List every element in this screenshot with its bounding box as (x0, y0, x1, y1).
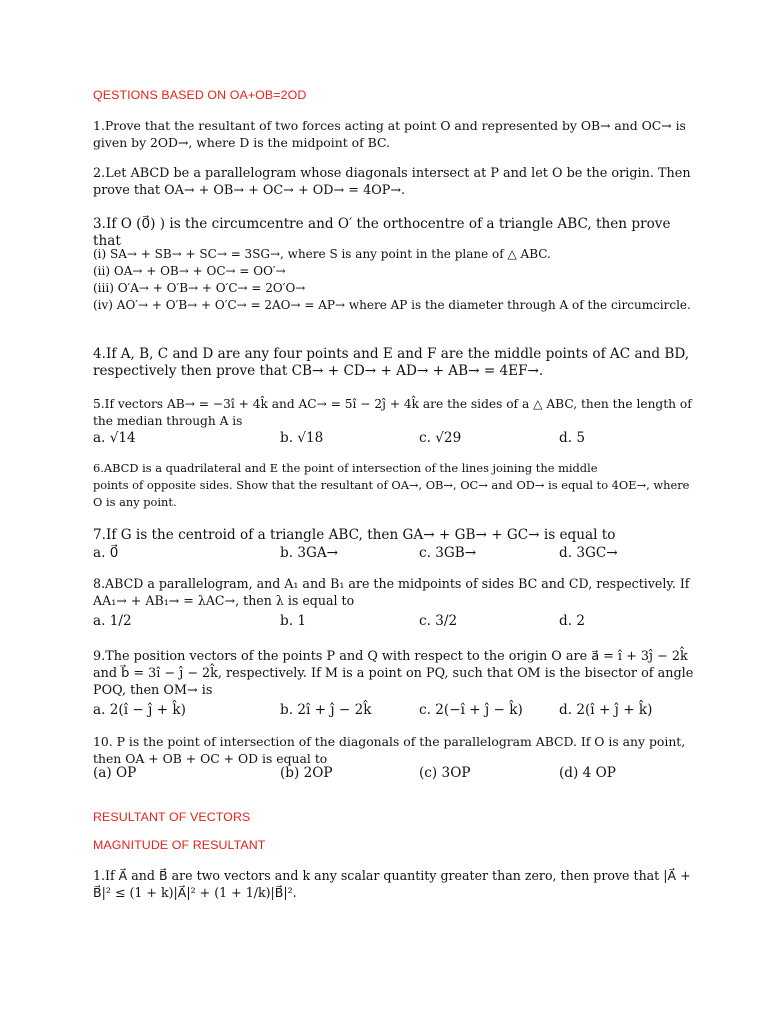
option-c: (c) 3OP (419, 765, 471, 781)
question-3-part-i: (i) SA→ + SB→ + SC→ = 3SG→, where S is any point in the plane of △ ABC. (93, 247, 551, 261)
section-heading-oa-ob: QESTIONS BASED ON OA+OB=2OD (93, 88, 307, 102)
option-d: d. 2 (559, 613, 585, 629)
question-3-parts (93, 246, 691, 314)
question-10-options (93, 765, 693, 782)
option-a: a. 2(î − ĵ + k̂) (93, 702, 186, 718)
question-5-line-1: 5.If vectors AB→ = −3î + 4k̂ and AC→ = 5î − 2ĵ + 4k̂ are the sides of a △ ABC, then the length of (93, 397, 692, 411)
question-10 (93, 733, 686, 767)
question-6-line-1: 6.ABCD is a quadrilateral and E the point of intersection of the lines joining the middle (93, 461, 598, 475)
question-6 (93, 460, 690, 511)
question-5-options (93, 430, 693, 447)
question-8-line-1: 8.ABCD a parallelogram, and A₁ and B₁ are the midpoints of sides BC and CD, respectively. If (93, 576, 690, 591)
question-3-stem: 3.If O (0⃗) ) is the circumcentre and O′ the orthocentre of a triangle ABC, then prove that (93, 216, 671, 249)
section-heading-resultant: RESULTANT OF VECTORS (93, 810, 251, 824)
question-1-line-1: 1.Prove that the resultant of two forces acting at point O and represented by OB→ and OC→ is (93, 118, 686, 133)
question-7: 7.If G is the centroid of a triangle ABC, then GA→ + GB→ + GC→ is equal to (93, 527, 616, 543)
option-a: (a) OP (93, 765, 137, 781)
question-8 (93, 575, 690, 609)
resultant-question-1-line-1: 1.If A⃗ and B⃗ are two vectors and k any scalar quantity greater than zero, then prove that |A⃗ + (93, 868, 691, 883)
option-b: b. 1 (280, 613, 306, 629)
question-10-line-1: 10. P is the point of intersection of the diagonals of the parallelogram ABCD. If O is any point, (93, 734, 686, 749)
question-6-line-2: points of opposite sides. Show that the resultant of OA→, OB→, OC→ and OD→ is equal to 4OE→, where (93, 478, 690, 492)
question-2 (93, 165, 691, 199)
option-c: c. 3GB→ (419, 545, 477, 561)
question-9-line-1: 9.The position vectors of the points P and Q with respect to the origin O are a⃗ = î + 3ĵ − 2k̂ (93, 649, 688, 664)
question-9 (93, 648, 694, 699)
option-c: c. 2(−î + ĵ − k̂) (419, 702, 523, 718)
option-a: a. 0⃗ (93, 545, 119, 561)
question-6-line-3: O is any point. (93, 495, 177, 509)
option-b: b. √18 (280, 430, 324, 446)
question-5-line-2: the median through A is (93, 414, 243, 428)
option-d: d. 3GC→ (559, 545, 618, 561)
option-c: c. 3/2 (419, 613, 458, 629)
option-d: (d) 4 OP (559, 765, 616, 781)
question-4 (93, 346, 690, 380)
question-9-line-3: POQ, then OM→ is (93, 683, 213, 698)
question-1 (93, 117, 686, 151)
option-c: c. √29 (419, 430, 462, 446)
question-3-part-ii: (ii) OA→ + OB→ + OC→ = OO′→ (93, 264, 286, 278)
question-2-line-2: prove that OA→ + OB→ + OC→ + OD→ = 4OP→. (93, 183, 406, 198)
option-d: d. 2(î + ĵ + k̂) (559, 702, 653, 718)
question-4-line-2: respectively then prove that CB→ + CD→ + AD→ + AB→ = 4EF→. (93, 363, 544, 379)
question-3-part-iv: (iv) AO′→ + O′B→ + O′C→ = 2AO→ = AP→ where AP is the diameter through A of the circumcircle. (93, 298, 691, 312)
question-9-options (93, 702, 693, 719)
question-8-options (93, 613, 693, 630)
question-9-line-2: and b⃗ = 3î − ĵ − 2k̂, respectively. If M is a point on PQ, such that OM is the bisector of angle (93, 666, 694, 681)
question-3-part-iii: (iii) O′A→ + O′B→ + O′C→ = 2O′O→ (93, 281, 306, 295)
option-b: b. 2î + ĵ − 2k̂ (280, 702, 372, 718)
option-a: a. √14 (93, 430, 136, 446)
option-b: b. 3GA→ (280, 545, 339, 561)
resultant-question-1 (93, 867, 691, 901)
section-heading-magnitude: MAGNITUDE OF RESULTANT (93, 838, 266, 852)
question-8-line-2: AA₁→ + AB₁→ = λAC→, then λ is equal to (93, 593, 355, 608)
question-4-line-1: 4.If A, B, C and D are any four points and E and F are the middle points of AC and BD, (93, 346, 690, 362)
question-7-options (93, 545, 693, 562)
question-2-line-1: 2.Let ABCD be a parallelogram whose diagonals intersect at P and let O be the origin. Then (93, 166, 691, 181)
option-b: (b) 2OP (280, 765, 333, 781)
resultant-question-1-line-2: B⃗|² ≤ (1 + k)|A⃗|² + (1 + 1/k)|B⃗|². (93, 885, 297, 900)
question-10-line-2: then OA + OB + OC + OD is equal to (93, 751, 328, 766)
question-5 (93, 396, 692, 430)
option-a: a. 1/2 (93, 613, 132, 629)
option-d: d. 5 (559, 430, 585, 446)
question-1-line-2: given by 2OD→, where D is the midpoint of BC. (93, 135, 390, 150)
